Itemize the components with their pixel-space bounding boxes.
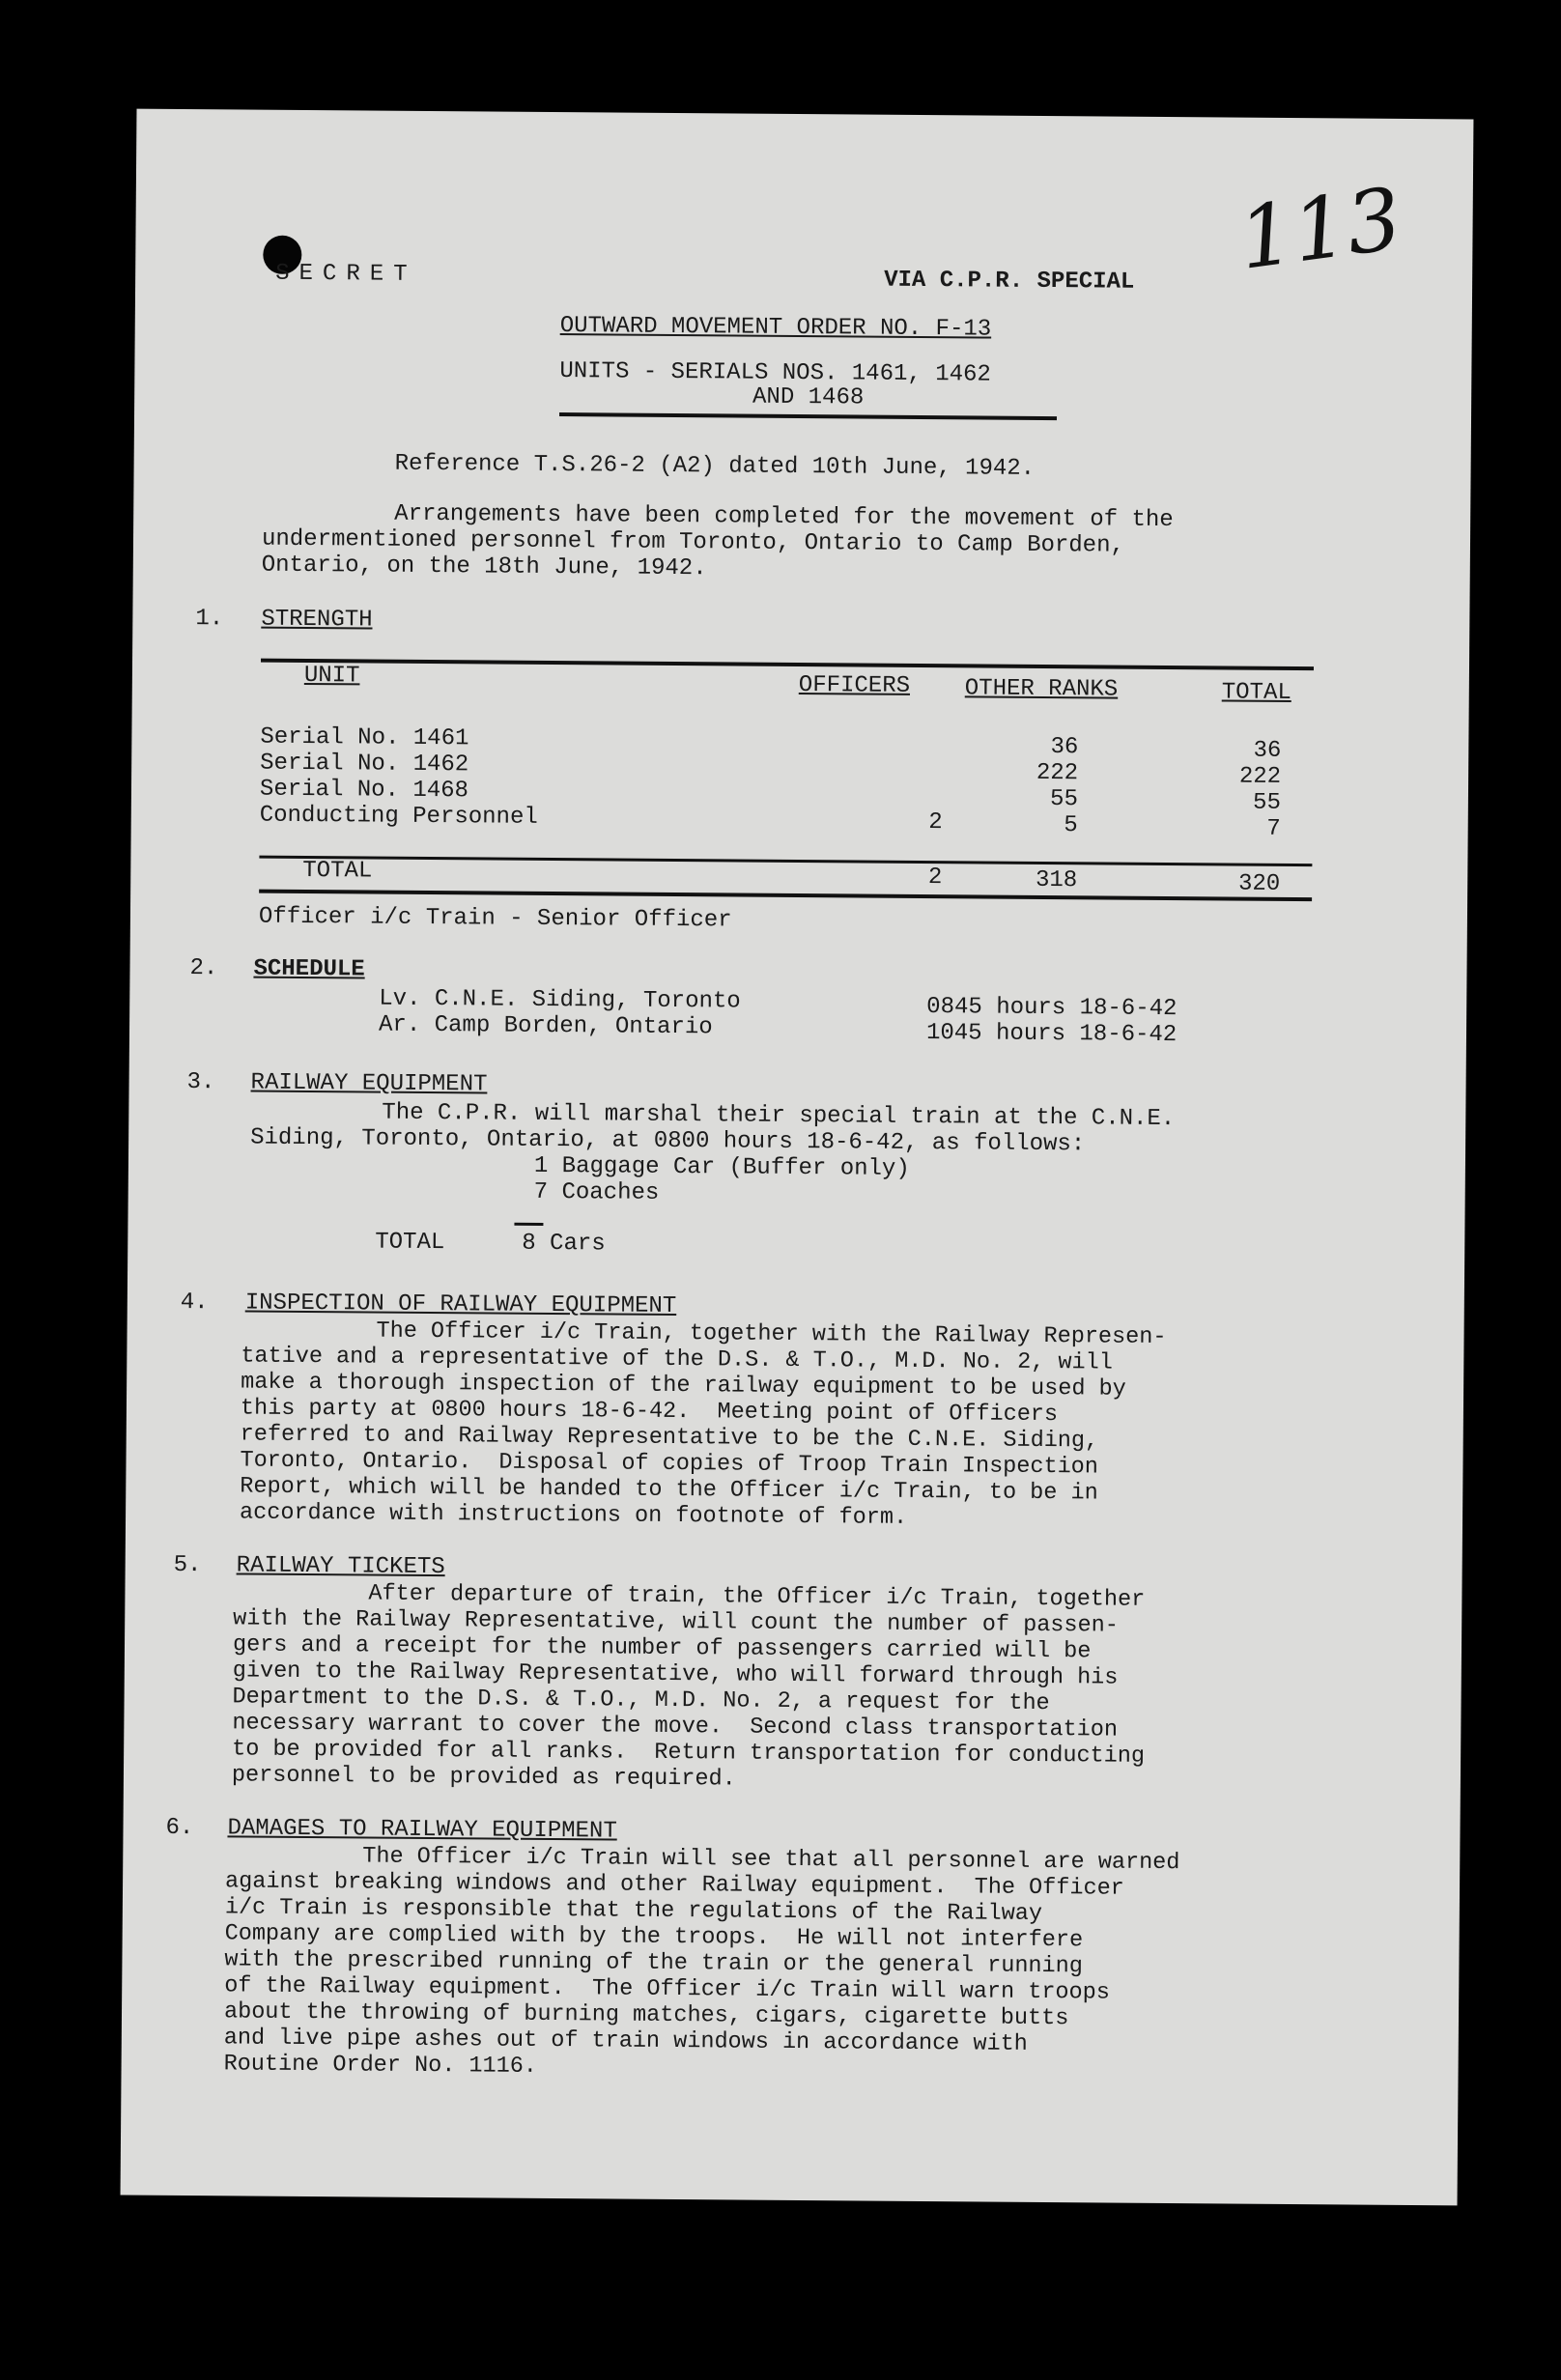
section6-line: against breaking windows and other Railway equipment. The Officer [224, 1868, 1124, 1902]
section4-line: this party at 0800 hours 18-6-42. Meeting point of Officers [240, 1395, 1059, 1429]
cars-sum-rule [514, 1223, 543, 1226]
order-title: OUTWARD MOVEMENT ORDER NO. F-13 [559, 313, 992, 343]
total-label: TOTAL [302, 857, 373, 885]
officers-cell: 2 [928, 809, 943, 836]
section4-line: Toronto, Ontario. Disposal of copies of Troop Train Inspection [240, 1447, 1099, 1481]
section3-total-label: TOTAL [375, 1229, 445, 1257]
units-underline [559, 412, 1057, 420]
total-cell: 36 [1253, 737, 1282, 764]
section1-number: 1. [195, 606, 224, 633]
grand-total: 320 [1237, 870, 1281, 897]
other-ranks-cell: 5 [1064, 812, 1078, 839]
reference: Reference T.S.26-2 (A2) dated 10th June, 1942. [394, 450, 1036, 482]
total-other-ranks: 318 [1035, 866, 1078, 894]
section6-line: The Officer i/c Train will see that all personnel are warned [362, 1843, 1180, 1877]
section5-line: with the Railway Representative, will count the number of passen- [233, 1605, 1119, 1639]
section6-line: Routine Order No. 1116. [223, 2051, 538, 2080]
section1-heading: STRENGTH [261, 606, 373, 634]
section6-line: with the prescribed running of the train or the general running [224, 1946, 1083, 1980]
unit-cell: Serial No. 1468 [259, 776, 469, 805]
section2-heading: SCHEDULE [253, 955, 365, 983]
other-ranks-cell: 36 [1050, 734, 1079, 761]
intro-line2: undermentioned personnel from Toronto, Ontario to Camp Borden, [261, 525, 1125, 559]
unit-cell: Conducting Personnel [259, 802, 538, 831]
section3-number: 3. [186, 1069, 215, 1096]
section4-line: The Officer i/c Train, together with the Railway Represen- [376, 1318, 1167, 1351]
section6-line: i/c Train is responsible that the regulations of the Railway [224, 1894, 1043, 1928]
section5-number: 5. [173, 1551, 202, 1579]
section5-line: personnel to be provided as required. [231, 1762, 736, 1793]
section3-line2: Siding, Toronto, Ontario, at 0800 hours 18-6-42, as follows: [250, 1124, 1086, 1158]
schedule-place: Lv. C.N.E. Siding, Toronto [379, 985, 741, 1015]
section4-heading: INSPECTION OF RAILWAY EQUIPMENT [244, 1289, 677, 1320]
section5-line: After departure of train, the Officer i/c Train, together [368, 1580, 1146, 1613]
officer-note: Officer i/c Train - Senior Officer [258, 903, 732, 934]
section5-heading: RAILWAY TICKETS [236, 1552, 445, 1581]
section6-line: about the throwing of burning matches, cigars, cigarette butts [223, 1998, 1069, 2032]
units-line1: UNITS - SERIALS NOS. 1461, 1462 [559, 358, 991, 388]
section4-line: Report, which will be handed to the Officer i/c Train, to be in [240, 1473, 1098, 1507]
other-ranks-cell: 222 [1036, 759, 1079, 787]
section3-item1: 1 Baggage Car (Buffer only) [533, 1152, 910, 1182]
section4-line: referred to and Railway Representative to be the C.N.E. Siding, [240, 1421, 1099, 1455]
total-cell: 7 [1266, 815, 1281, 842]
col-total: TOTAL [1221, 679, 1291, 707]
routing: VIA C.P.R. SPECIAL [884, 267, 1135, 296]
section4-number: 4. [180, 1289, 209, 1317]
section3-line1: The C.P.R. will marshal their special train at the C.N.E. [382, 1099, 1176, 1133]
col-officers: OFFICERS [798, 671, 911, 699]
schedule-time: 1045 hours 18-6-42 [925, 1020, 1178, 1049]
section3-total-value: 8 Cars [522, 1230, 606, 1258]
page-number: 113 [1233, 168, 1407, 289]
classification: SECRET [275, 260, 417, 288]
unit-cell: Serial No. 1461 [260, 723, 469, 752]
section3-item2: 7 Coaches [533, 1178, 660, 1206]
section2-number: 2. [189, 955, 218, 982]
section5-line: Department to the D.S. & T.O., M.D. No. 2, a request for the [232, 1684, 1050, 1717]
section6-line: of the Railway equipment. The Officer i/c Train will warn troops [224, 1972, 1110, 2006]
total-bottom-rule [259, 890, 1312, 902]
intro-line1: Arrangements have been completed for the movement of the [394, 500, 1174, 534]
unit-cell: Serial No. 1462 [260, 750, 469, 779]
section5-line: necessary warrant to cover the move. Second class transportation [232, 1710, 1119, 1743]
col-unit: UNIT [303, 662, 360, 690]
section5-line: gers and a receipt for the number of passengers carried will be [232, 1631, 1092, 1665]
table-top-rule [261, 659, 1314, 671]
section4-line: tative and a representative of the D.S. & T.O., M.D. No. 2, will [241, 1343, 1113, 1376]
col-other-ranks: OTHER RANKS [964, 675, 1119, 703]
intro-line3: Ontario, on the 18th June, 1942. [261, 552, 707, 582]
document-page [121, 109, 1474, 2206]
total-officers: 2 [927, 864, 943, 892]
units-line2: AND 1468 [752, 383, 865, 411]
total-cell: 55 [1252, 789, 1282, 816]
section6-line: Company are complied with by the troops. He will not interfere [224, 1920, 1084, 1954]
section3-heading: RAILWAY EQUIPMENT [250, 1069, 488, 1098]
section6-number: 6. [165, 1814, 194, 1842]
section5-line: to be provided for all ranks. Return transportation for conducting [232, 1736, 1146, 1770]
other-ranks-cell: 55 [1049, 786, 1079, 813]
schedule-time: 0845 hours 18-6-42 [926, 994, 1178, 1023]
total-cell: 222 [1238, 763, 1282, 790]
section4-line: accordance with instructions on footnote of form. [239, 1499, 908, 1531]
section5-line: given to the Railway Representative, who will forward through his [232, 1658, 1119, 1691]
section6-heading: DAMAGES TO RAILWAY EQUIPMENT [227, 1815, 617, 1845]
schedule-place: Ar. Camp Borden, Ontario [378, 1011, 713, 1041]
section4-line: make a thorough inspection of the railway equipment to be used by [241, 1369, 1126, 1402]
total-top-rule [259, 856, 1312, 867]
section6-line: and live pipe ashes out of train windows in accordance with [223, 2025, 1028, 2057]
